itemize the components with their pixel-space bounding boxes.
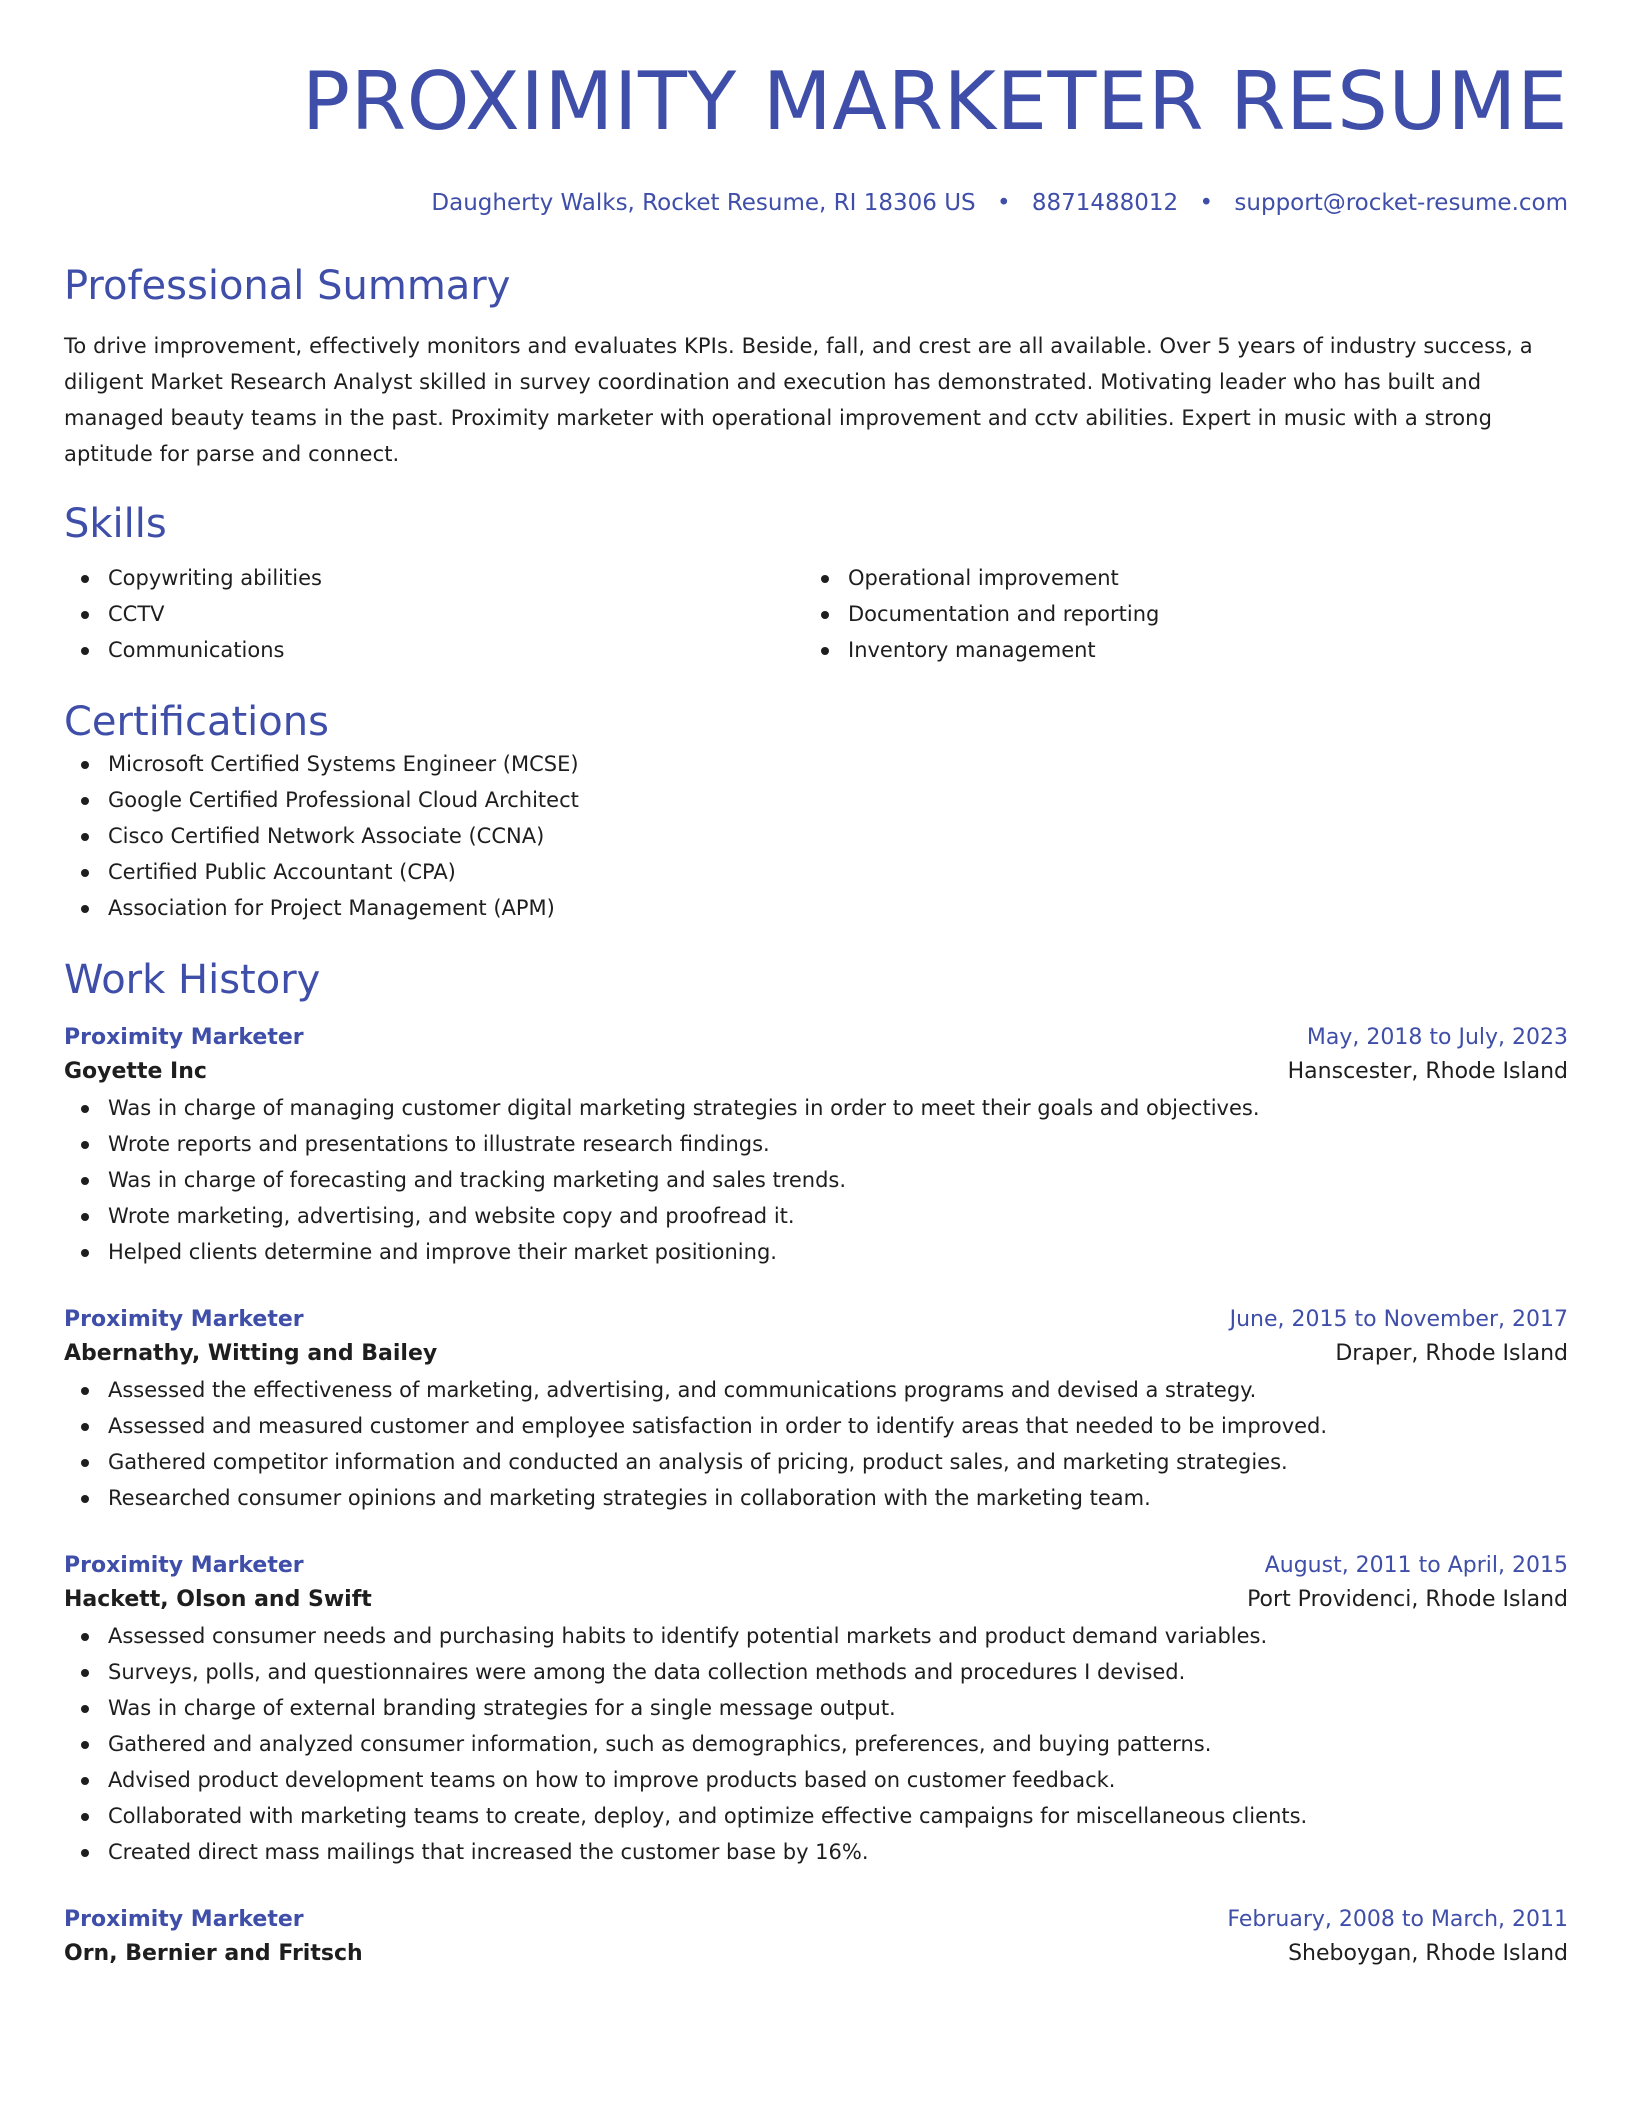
resume-header (64, 54, 1568, 218)
job-location: Port Providenci, Rhode Island (1247, 1587, 1568, 1612)
contact-separator: • (996, 190, 1011, 216)
job-role: Proximity Marketer (64, 1307, 304, 1332)
certification-item: Google Certified Professional Cloud Architect (108, 782, 1568, 818)
job-bullet: Advised product development teams on how to improve products based on customer feedback. (108, 1762, 1568, 1798)
skills-heading: Skills (64, 501, 167, 547)
skill-item: Copywriting abilities (108, 560, 804, 596)
job-dates: August, 2011 to April, 2015 (1264, 1553, 1568, 1578)
job-company: Orn, Bernier and Fritsch (64, 1941, 363, 1966)
job-dates: June, 2015 to November, 2017 (1229, 1307, 1568, 1332)
job-header-row (64, 1550, 1568, 1582)
job-location: Hanscester, Rhode Island (1287, 1059, 1568, 1084)
certification-item: Microsoft Certified Systems Engineer (MCSE) (108, 746, 1568, 782)
job-header-row (64, 1304, 1568, 1336)
contact-line (64, 188, 1568, 218)
job-entry (64, 1022, 1568, 1270)
certification-item: Cisco Certified Network Associate (CCNA) (108, 818, 1568, 854)
job-location: Draper, Rhode Island (1335, 1341, 1568, 1366)
job-bullet: Researched consumer opinions and marketing strategies in collaboration with the marketing team. (108, 1480, 1568, 1516)
job-bullet: Wrote marketing, advertising, and website copy and proofread it. (108, 1198, 1568, 1234)
skill-item: CCTV (108, 596, 804, 632)
page-title: PROXIMITY MARKETER RESUME (301, 55, 1568, 148)
job-bullet: Was in charge of forecasting and tracking marketing and sales trends. (108, 1162, 1568, 1198)
skill-item: Communications (108, 632, 804, 668)
job-company-row (64, 1936, 1568, 1972)
job-dates: February, 2008 to March, 2011 (1227, 1907, 1568, 1932)
job-bullets (64, 1618, 1568, 1870)
skills-list-left (64, 560, 804, 668)
job-bullet: Helped clients determine and improve their market positioning. (108, 1234, 1568, 1270)
skill-item: Inventory management (848, 632, 1544, 668)
job-bullet: Was in charge of managing customer digital marketing strategies in order to meet their goals and objectives. (108, 1090, 1568, 1126)
job-header-row (64, 1904, 1568, 1936)
skills-column-left (64, 560, 804, 668)
job-entry (64, 1550, 1568, 1870)
job-entry (64, 1904, 1568, 1972)
job-location: Sheboygan, Rhode Island (1288, 1941, 1568, 1966)
work-history-heading: Work History (64, 957, 321, 1003)
job-bullet: Was in charge of external branding strategies for a single message output. (108, 1690, 1568, 1726)
summary-heading: Professional Summary (64, 263, 511, 309)
job-bullets (64, 1372, 1568, 1516)
job-bullet: Assessed the effectiveness of marketing, advertising, and communications programs and devised a strategy. (108, 1372, 1568, 1408)
certifications-list (64, 746, 1568, 926)
job-bullet: Assessed consumer needs and purchasing habits to identify potential markets and product demand variables. (108, 1618, 1568, 1654)
certifications-heading: Certifications (64, 699, 329, 745)
job-company: Goyette Inc (64, 1059, 207, 1084)
job-company: Abernathy, Witting and Bailey (64, 1341, 438, 1366)
job-bullet: Created direct mass mailings that increased the customer base by 16%. (108, 1834, 1568, 1870)
job-bullet: Gathered competitor information and conducted an analysis of pricing, product sales, and marketing strategies. (108, 1444, 1568, 1480)
job-company-row (64, 1336, 1568, 1372)
job-bullets (64, 1090, 1568, 1270)
job-bullet: Surveys, polls, and questionnaires were among the data collection methods and procedures I devised. (108, 1654, 1568, 1690)
job-bullet: Assessed and measured customer and employee satisfaction in order to identify areas that needed to be improved. (108, 1408, 1568, 1444)
job-company-row (64, 1054, 1568, 1090)
job-entry (64, 1304, 1568, 1516)
job-role: Proximity Marketer (64, 1553, 304, 1578)
job-dates: May, 2018 to July, 2023 (1306, 1025, 1568, 1050)
contact-email: support@rocket-resume.com (1234, 190, 1568, 216)
job-role: Proximity Marketer (64, 1907, 304, 1932)
contact-address: Daugherty Walks, Rocket Resume, RI 18306 US (431, 190, 976, 216)
job-bullet: Wrote reports and presentations to illustrate research findings. (108, 1126, 1568, 1162)
job-role: Proximity Marketer (64, 1025, 304, 1050)
skill-item: Operational improvement (848, 560, 1544, 596)
contact-separator: • (1199, 190, 1214, 216)
skills-column-right (804, 560, 1544, 668)
contact-phone: 8871488012 (1031, 190, 1179, 216)
skills-grid (64, 560, 1568, 668)
summary-text: To drive improvement, effectively monitors and evaluates KPIs. Beside, fall, and crest are all available. Over 5 years of industry success, a diligent Market Research Analyst skilled in survey coordination and execution has demonstrated. Motivating leader who has built and managed beauty teams in the past. Proximity marketer with operational improvement and cctv abilities. Expert in music with a strong aptitude for parse and connect. (64, 334, 1533, 466)
skills-list-right (804, 560, 1544, 668)
job-company: Hackett, Olson and Swift (64, 1587, 372, 1612)
job-bullet: Collaborated with marketing teams to create, deploy, and optimize effective campaigns for miscellaneous clients. (108, 1798, 1568, 1834)
job-company-row (64, 1582, 1568, 1618)
skill-item: Documentation and reporting (848, 596, 1544, 632)
certification-item: Certified Public Accountant (CPA) (108, 854, 1568, 890)
job-bullet: Gathered and analyzed consumer information, such as demographics, preferences, and buying patterns. (108, 1726, 1568, 1762)
certification-item: Association for Project Management (APM) (108, 890, 1568, 926)
job-header-row (64, 1022, 1568, 1054)
